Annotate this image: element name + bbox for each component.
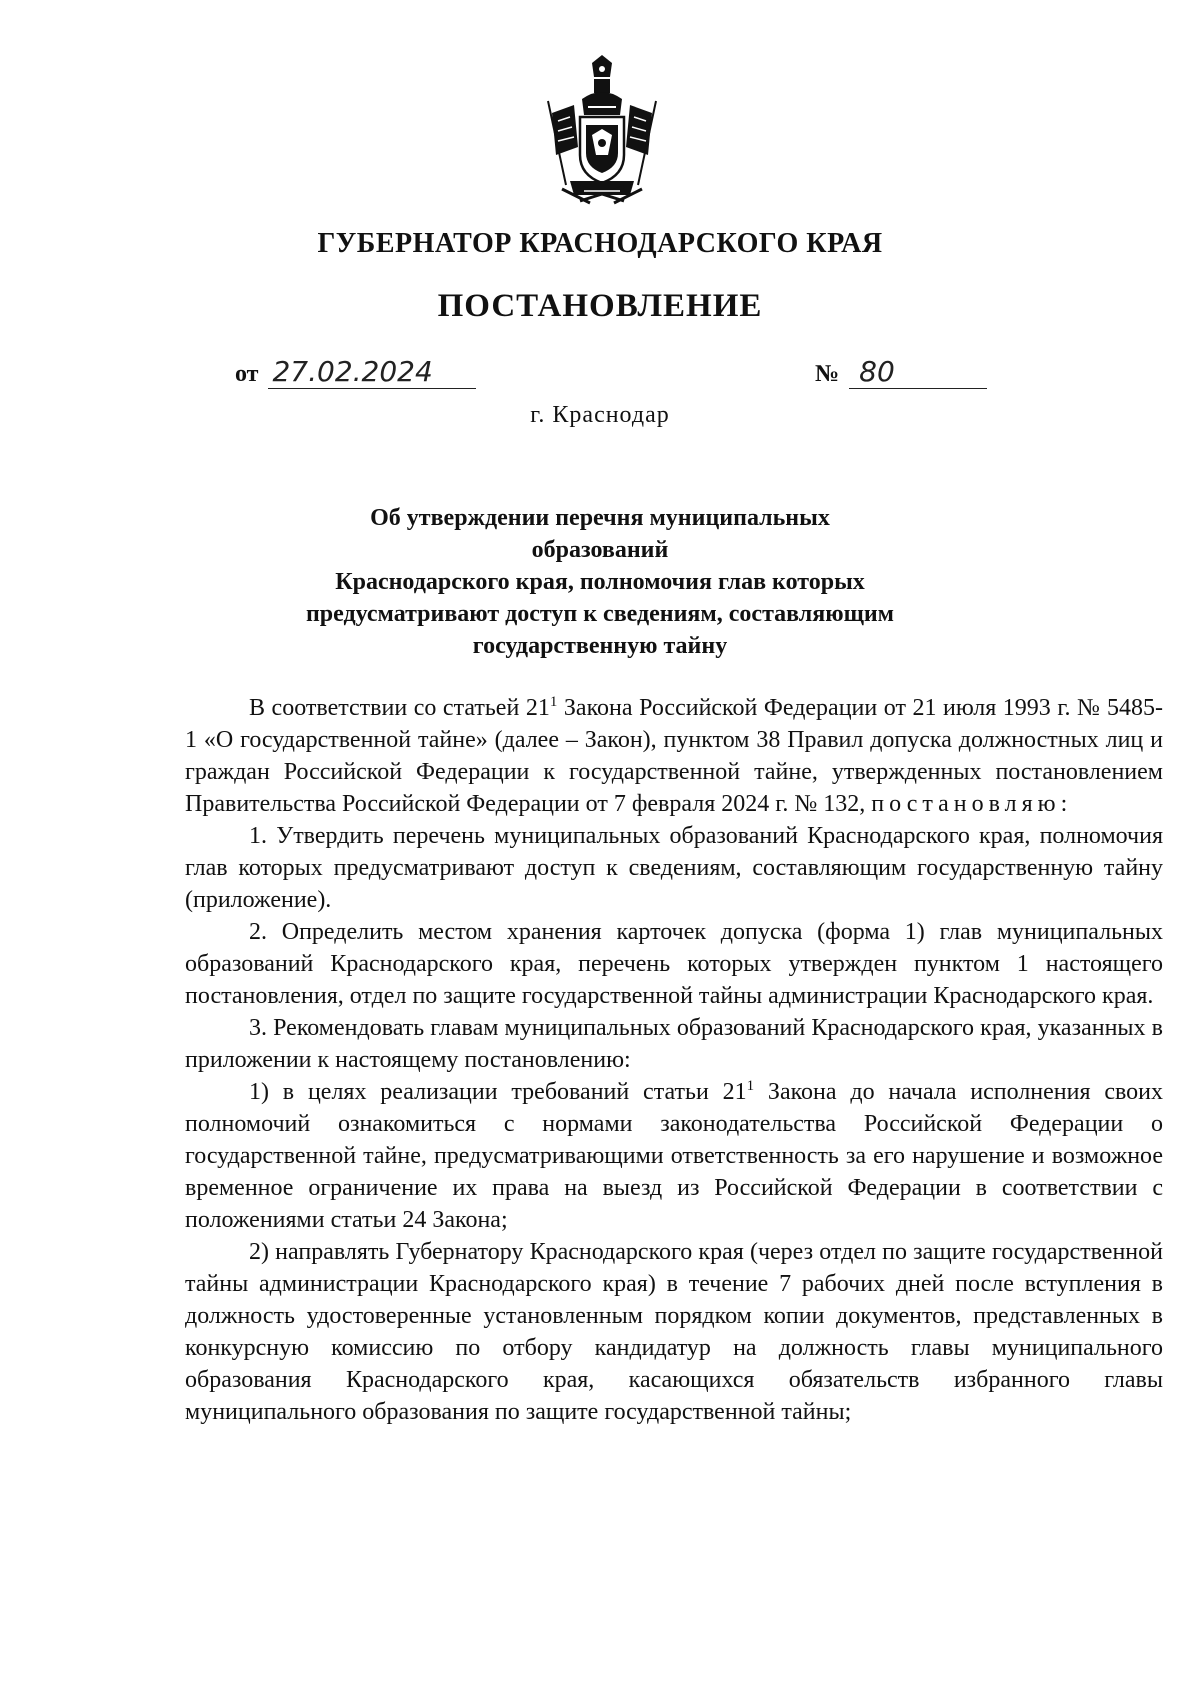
paragraph-preamble xyxy=(185,692,1163,820)
document-date xyxy=(235,355,476,389)
paragraph-subitem-2: 2) направлять Губернатору Краснодарского края (через отдел по защите государственной тайны администрации Краснодарского края) в течение 7 рабочих дней после вступления в должность удостоверенные установленным порядком копии документов, представленных в конкурсную комиссию по отбору кандидатур на должность главы муниципального образования Краснодарского края, касающихся обязательств избранного главы муниципального образования по защите государственной тайны; xyxy=(185,1239,1163,1425)
title-line: государственную тайну xyxy=(472,633,728,659)
paragraph-item-1: 1. Утвердить перечень муниципальных образований Краснодарского края, полномочия глав которых предусматривают доступ к сведениям, составляющим государственную тайну (приложение). xyxy=(185,823,1163,913)
issuing-authority: ГУБЕРНАТОР КРАСНОДАРСКОГО КРАЯ xyxy=(317,228,883,259)
paragraph-item-2: 2. Определить местом хранения карточек допуска (форма 1) глав муниципальных образований Краснодарского края, перечень которых утвержден пунктом 1 настоящего постановления, отдел по защите государственной тайны администрации Краснодарского края. xyxy=(185,919,1163,1009)
number-value: 80 xyxy=(849,355,987,389)
paragraph-text: 1) в целях реализации требований статьи 21 xyxy=(249,1079,747,1105)
document-number xyxy=(815,355,987,389)
paragraph-item-3: 3. Рекомендовать главам муниципальных образований Краснодарского края, указанных в приложении к настоящему постановлению: xyxy=(185,1015,1163,1073)
title-line: Об утверждении перечня муниципальных образований xyxy=(370,505,830,563)
document-title xyxy=(300,502,900,662)
superscript: 1 xyxy=(549,694,558,710)
date-prefix: от xyxy=(235,361,259,387)
document-body xyxy=(185,692,1163,1428)
date-value: 27.02.2024 xyxy=(268,355,476,389)
document-type: ПОСТАНОВЛЕНИЕ xyxy=(437,288,763,324)
number-prefix: № xyxy=(815,361,840,387)
city: г. Краснодар xyxy=(530,402,670,428)
paragraph-text: Закона до начала исполнения своих полномочий ознакомиться с нормами законодательства Российской Федерации о государственной тайне, предусматривающими ответственность за его нарушение и возможное временное ограничение их права на выезд из Российской Федерации в соответствии с положениями статьи 24 Закона; xyxy=(185,1079,1163,1233)
krasnodar-coat-of-arms-icon xyxy=(540,55,664,205)
superscript: 1 xyxy=(746,1078,755,1094)
paragraph-text: В соответствии со статьей 21 xyxy=(249,695,550,721)
spaced-word: постановляю xyxy=(871,791,1061,817)
paragraph-text: Закона Российской Федерации от 21 июля 1993 г. № 5485-1 «О государственной тайне» (далее – Закон), пунктом 38 Правил допуска должностных лиц и граждан Российской Федерации к государственной тайне, утвержденных постановлением Правительства Российской Федерации от 7 февраля 2024 г. № 132, xyxy=(185,695,1163,817)
paragraph-subitem-1 xyxy=(185,1076,1163,1236)
title-line: предусматривают доступ к сведениям, составляющим xyxy=(305,601,895,627)
paragraph-text: : xyxy=(1060,791,1068,817)
title-line: Краснодарского края, полномочия глав которых xyxy=(335,569,865,595)
